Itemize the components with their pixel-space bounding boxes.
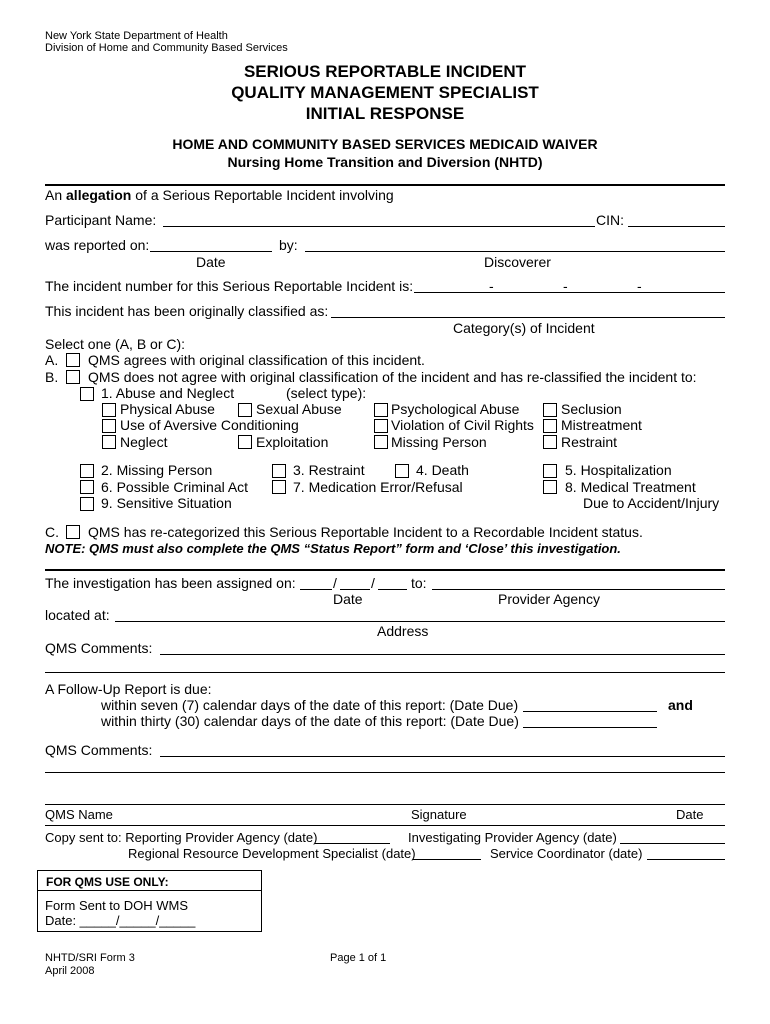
and-label: and <box>668 697 693 713</box>
signature-date-caption: Date <box>676 807 704 822</box>
option-c-letter: C. <box>45 524 59 540</box>
sensitive-situation-label: 9. Sensitive Situation <box>101 495 232 511</box>
option-c-text: QMS has re-categorized this Serious Reportable Incident to a Recordable Incident status. <box>88 524 643 540</box>
aversive-conditioning-label: Use of Aversive Conditioning <box>120 417 299 433</box>
program-title: HOME AND COMMUNITY BASED SERVICES MEDICAID WAIVER <box>172 136 598 152</box>
reporting-agency-date-field[interactable] <box>315 843 390 844</box>
exploitation-label: Exploitation <box>256 434 329 450</box>
option-a-text: QMS agrees with original classification of this incident. <box>88 352 425 368</box>
seven-days-label: within seven (7) calendar days of the date of this report: (Date Due) <box>101 697 519 713</box>
death-checkbox[interactable] <box>395 464 409 478</box>
mistreatment-checkbox[interactable] <box>543 419 557 433</box>
classification-field[interactable] <box>331 317 725 318</box>
dash-1: - <box>489 278 494 294</box>
service-coordinator-label: Service Coordinator (date) <box>490 846 643 861</box>
regional-specialist-label: Regional Resource Development Specialist (date) <box>128 846 416 861</box>
option-b-checkbox[interactable] <box>66 370 80 384</box>
regional-specialist-date-field[interactable] <box>413 859 481 860</box>
option-b-text: QMS does not agree with original classification of the incident and has re-classified the incident to: <box>88 369 697 385</box>
missing-person-sub-label: Missing Person <box>391 434 487 450</box>
qms-name-caption: QMS Name <box>45 807 113 822</box>
incident-number-label: The incident number for this Serious Reportable Incident is: <box>45 278 414 294</box>
investigating-agency-label: Investigating Provider Agency (date) <box>408 830 617 845</box>
provider-agency-field[interactable] <box>432 589 725 590</box>
department-name: New York State Department of Health <box>45 30 228 42</box>
date-caption: Date <box>196 254 226 270</box>
form-sent-label: Form Sent to DOH WMS <box>45 898 189 913</box>
qms-comments-field[interactable] <box>160 654 725 655</box>
cin-label: CIN: <box>596 212 624 228</box>
slash-2: / <box>371 575 375 591</box>
participant-name-field[interactable] <box>163 226 595 227</box>
restraint-label: 3. Restraint <box>293 462 365 478</box>
provider-agency-caption: Provider Agency <box>498 591 600 607</box>
sexual-abuse-label: Sexual Abuse <box>256 401 342 417</box>
to-label: to: <box>411 575 427 591</box>
signature-section-rule <box>45 825 725 826</box>
restraint-sub-label: Restraint <box>561 434 618 450</box>
signature-caption: Signature <box>411 807 467 822</box>
neglect-checkbox[interactable] <box>102 435 116 449</box>
division-name: Division of Home and Community Based Services <box>45 42 288 54</box>
reported-date-field[interactable] <box>150 251 272 252</box>
seven-days-date-field[interactable] <box>523 711 657 712</box>
form-title-line1: SERIOUS REPORTABLE INCIDENT <box>243 62 527 81</box>
aversive-conditioning-checkbox[interactable] <box>102 419 116 433</box>
medical-treatment-label: 8. Medical Treatment <box>565 479 696 495</box>
reported-on-label: was reported on: <box>45 237 150 253</box>
followup-comments-line-2[interactable] <box>45 772 725 773</box>
slash-1: / <box>333 575 337 591</box>
abuse-neglect-label: 1. Abuse and Neglect <box>101 385 235 401</box>
sensitive-situation-checkbox[interactable] <box>80 497 94 511</box>
criminal-act-checkbox[interactable] <box>80 480 94 494</box>
section-rule <box>45 184 725 186</box>
hospitalization-checkbox[interactable] <box>543 464 557 478</box>
seclusion-label: Seclusion <box>561 401 622 417</box>
physical-abuse-checkbox[interactable] <box>102 403 116 417</box>
medication-error-label: 7. Medication Error/Refusal <box>293 479 463 495</box>
mistreatment-label: Mistreatment <box>561 417 642 433</box>
assigned-month-field[interactable] <box>300 589 332 590</box>
assigned-date-caption: Date <box>333 591 363 607</box>
located-at-label: located at: <box>45 607 110 623</box>
qms-date-field[interactable]: Date: _____/_____/_____ <box>45 913 196 928</box>
option-b-letter: B. <box>45 369 59 385</box>
program-subtitle: Nursing Home Transition and Diversion (NHTD) <box>227 154 543 170</box>
neglect-label: Neglect <box>120 434 168 450</box>
form-number: NHTD/SRI Form 3 <box>45 952 135 964</box>
signature-line[interactable] <box>45 804 725 805</box>
classified-label: This incident has been originally classified as: <box>45 303 329 319</box>
medical-treatment-checkbox[interactable] <box>543 480 557 494</box>
psychological-abuse-checkbox[interactable] <box>374 403 388 417</box>
restraint-checkbox[interactable] <box>272 464 286 478</box>
form-title-line3: INITIAL RESPONSE <box>305 104 465 123</box>
address-caption: Address <box>377 623 429 639</box>
intro-text: An allegation of a Serious Reportable Incident involving <box>45 187 394 203</box>
missing-person-label: 2. Missing Person <box>101 462 213 478</box>
restraint-sub-checkbox[interactable] <box>543 435 557 449</box>
participant-label: Participant Name: <box>45 212 157 228</box>
death-label: 4. Death <box>416 462 469 478</box>
followup-due-label: A Follow-Up Report is due: <box>45 681 212 697</box>
followup-comments-field[interactable] <box>160 756 725 757</box>
assigned-year-field[interactable] <box>378 589 407 590</box>
qms-use-heading: FOR QMS USE ONLY: <box>38 871 261 891</box>
dash-3: - <box>637 278 642 294</box>
address-field[interactable] <box>115 621 725 622</box>
hospitalization-label: 5. Hospitalization <box>565 462 672 478</box>
discoverer-field[interactable] <box>305 251 725 252</box>
option-a-letter: A. <box>45 352 59 368</box>
note-text: NOTE: QMS must also complete the QMS “Status Report” form and ‘Close’ this investigation. <box>45 541 621 556</box>
medication-error-checkbox[interactable] <box>272 480 286 494</box>
category-caption: Category(s) of Incident <box>453 320 595 336</box>
civil-rights-checkbox[interactable] <box>374 419 388 433</box>
sexual-abuse-checkbox[interactable] <box>238 403 252 417</box>
followup-comments-label: QMS Comments: <box>45 742 153 758</box>
form-date: April 2008 <box>45 965 95 977</box>
exploitation-checkbox[interactable] <box>238 435 252 449</box>
assigned-day-field[interactable] <box>340 589 370 590</box>
investigating-agency-date-field[interactable] <box>620 843 725 844</box>
qms-comments-label: QMS Comments: <box>45 640 153 656</box>
incident-number-field[interactable] <box>414 292 725 293</box>
cin-field[interactable] <box>628 226 725 227</box>
select-prompt: Select one (A, B or C): <box>45 336 186 352</box>
missing-person-checkbox[interactable] <box>80 464 94 478</box>
thirty-days-date-field[interactable] <box>523 727 657 728</box>
dash-2: - <box>563 278 568 294</box>
page-number: Page 1 of 1 <box>330 952 387 964</box>
missing-person-sub-checkbox[interactable] <box>374 435 388 449</box>
copy-sent-label: Copy sent to: Reporting Provider Agency (date) <box>45 830 318 845</box>
form-title-line2: QUALITY MANAGEMENT SPECIALIST <box>231 83 539 102</box>
option-c-checkbox[interactable] <box>66 525 80 539</box>
psychological-abuse-label: Psychological Abuse <box>391 401 520 417</box>
by-label: by: <box>279 237 298 253</box>
select-type-label: (select type): <box>286 385 367 401</box>
seclusion-checkbox[interactable] <box>543 403 557 417</box>
civil-rights-label: Violation of Civil Rights <box>391 417 534 433</box>
assigned-on-label: The investigation has been assigned on: <box>45 575 296 591</box>
option-a-checkbox[interactable] <box>66 353 80 367</box>
abuse-neglect-checkbox[interactable] <box>80 387 94 401</box>
physical-abuse-label: Physical Abuse <box>120 401 215 417</box>
discoverer-caption: Discoverer <box>484 254 551 270</box>
due-to-accident-label: Due to Accident/Injury <box>583 495 720 511</box>
criminal-act-label: 6. Possible Criminal Act <box>101 479 249 495</box>
service-coordinator-date-field[interactable] <box>647 859 725 860</box>
qms-comments-line-2[interactable] <box>45 672 725 673</box>
section-rule <box>45 569 725 571</box>
thirty-days-label: within thirty (30) calendar days of the date of this report: (Date Due) <box>101 713 519 729</box>
